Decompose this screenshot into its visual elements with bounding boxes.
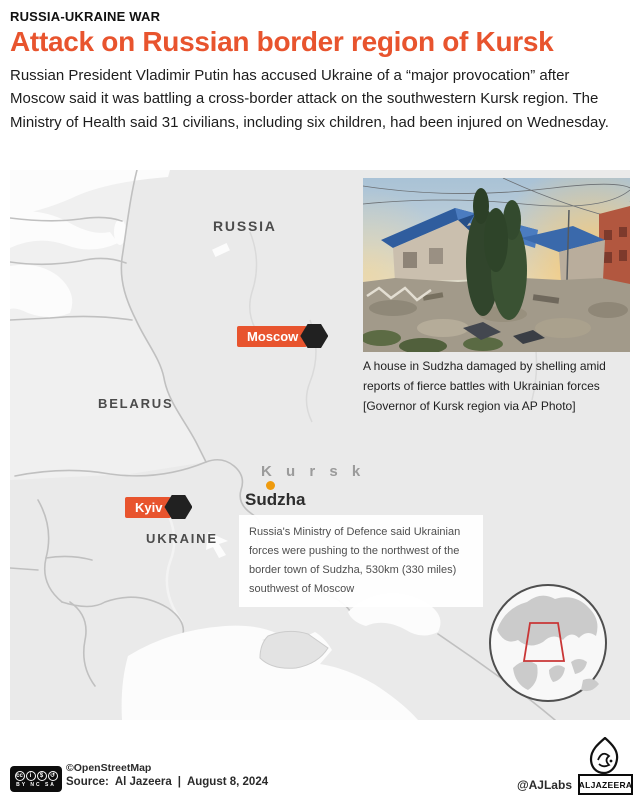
kyiv-label: Kyiv	[125, 497, 171, 518]
photo-caption: A house in Sudzha damaged by shelling amid reports of fierce battles with Ukrainian forces [Governor of Kursk region via AP Photo]	[363, 359, 606, 413]
source-line	[66, 776, 274, 788]
cc-labels: BY NC SA	[16, 781, 56, 788]
region-label-kursk: K u r s k	[261, 463, 366, 480]
cc-icon: cc	[16, 772, 23, 779]
intro-paragraph: Russian President Vladimir Putin has accused Ukraine of a “major provocation” after Moscow said it was battling a cross-border attack on the southwestern Kursk region. The Ministry of Health said 31 civilians, including six children, had been injured on Wednesday.	[10, 67, 609, 131]
source-prefix: Source:	[66, 776, 109, 788]
nc-icon: $	[37, 771, 47, 781]
country-label-russia: RUSSIA	[213, 218, 277, 234]
locator-globe	[483, 578, 613, 708]
divider: |	[177, 776, 181, 788]
ajlabs-handle: @AJLabs	[516, 778, 572, 792]
inset-photo	[363, 178, 630, 352]
city-marker-moscow	[237, 324, 328, 348]
date: August 8, 2024	[186, 776, 269, 788]
source-name: Al Jazeera	[114, 776, 172, 788]
country-label-belarus: BELARUS	[98, 396, 174, 411]
town-label-sudzha: Sudzha	[245, 490, 306, 509]
map-annotation: Russia's Ministry of Defence said Ukrainian forces were pushing to the northwest of the border town of Sudzha, 530km (330 miles) southwest of Moscow	[239, 515, 483, 607]
section-kicker: RUSSIA-UKRAINE WAR	[10, 9, 161, 24]
osm-credit: ©OpenStreetMap	[66, 762, 152, 774]
aljazeera-logo: ALJAZEERA	[578, 774, 633, 795]
sa-icon: ↺	[48, 771, 58, 781]
page-title: Attack on Russian border region of Kursk	[10, 26, 554, 57]
map	[10, 170, 630, 720]
city-marker-kyiv	[125, 495, 192, 519]
photo-art	[363, 178, 630, 352]
moscow-label: Moscow	[237, 326, 307, 347]
cc-license-badge	[10, 766, 62, 792]
by-icon: i	[26, 771, 36, 781]
aljazeera-flame-icon	[585, 737, 625, 775]
sudzha-dot-icon	[266, 481, 275, 490]
country-label-ukraine: UKRAINE	[146, 531, 218, 546]
